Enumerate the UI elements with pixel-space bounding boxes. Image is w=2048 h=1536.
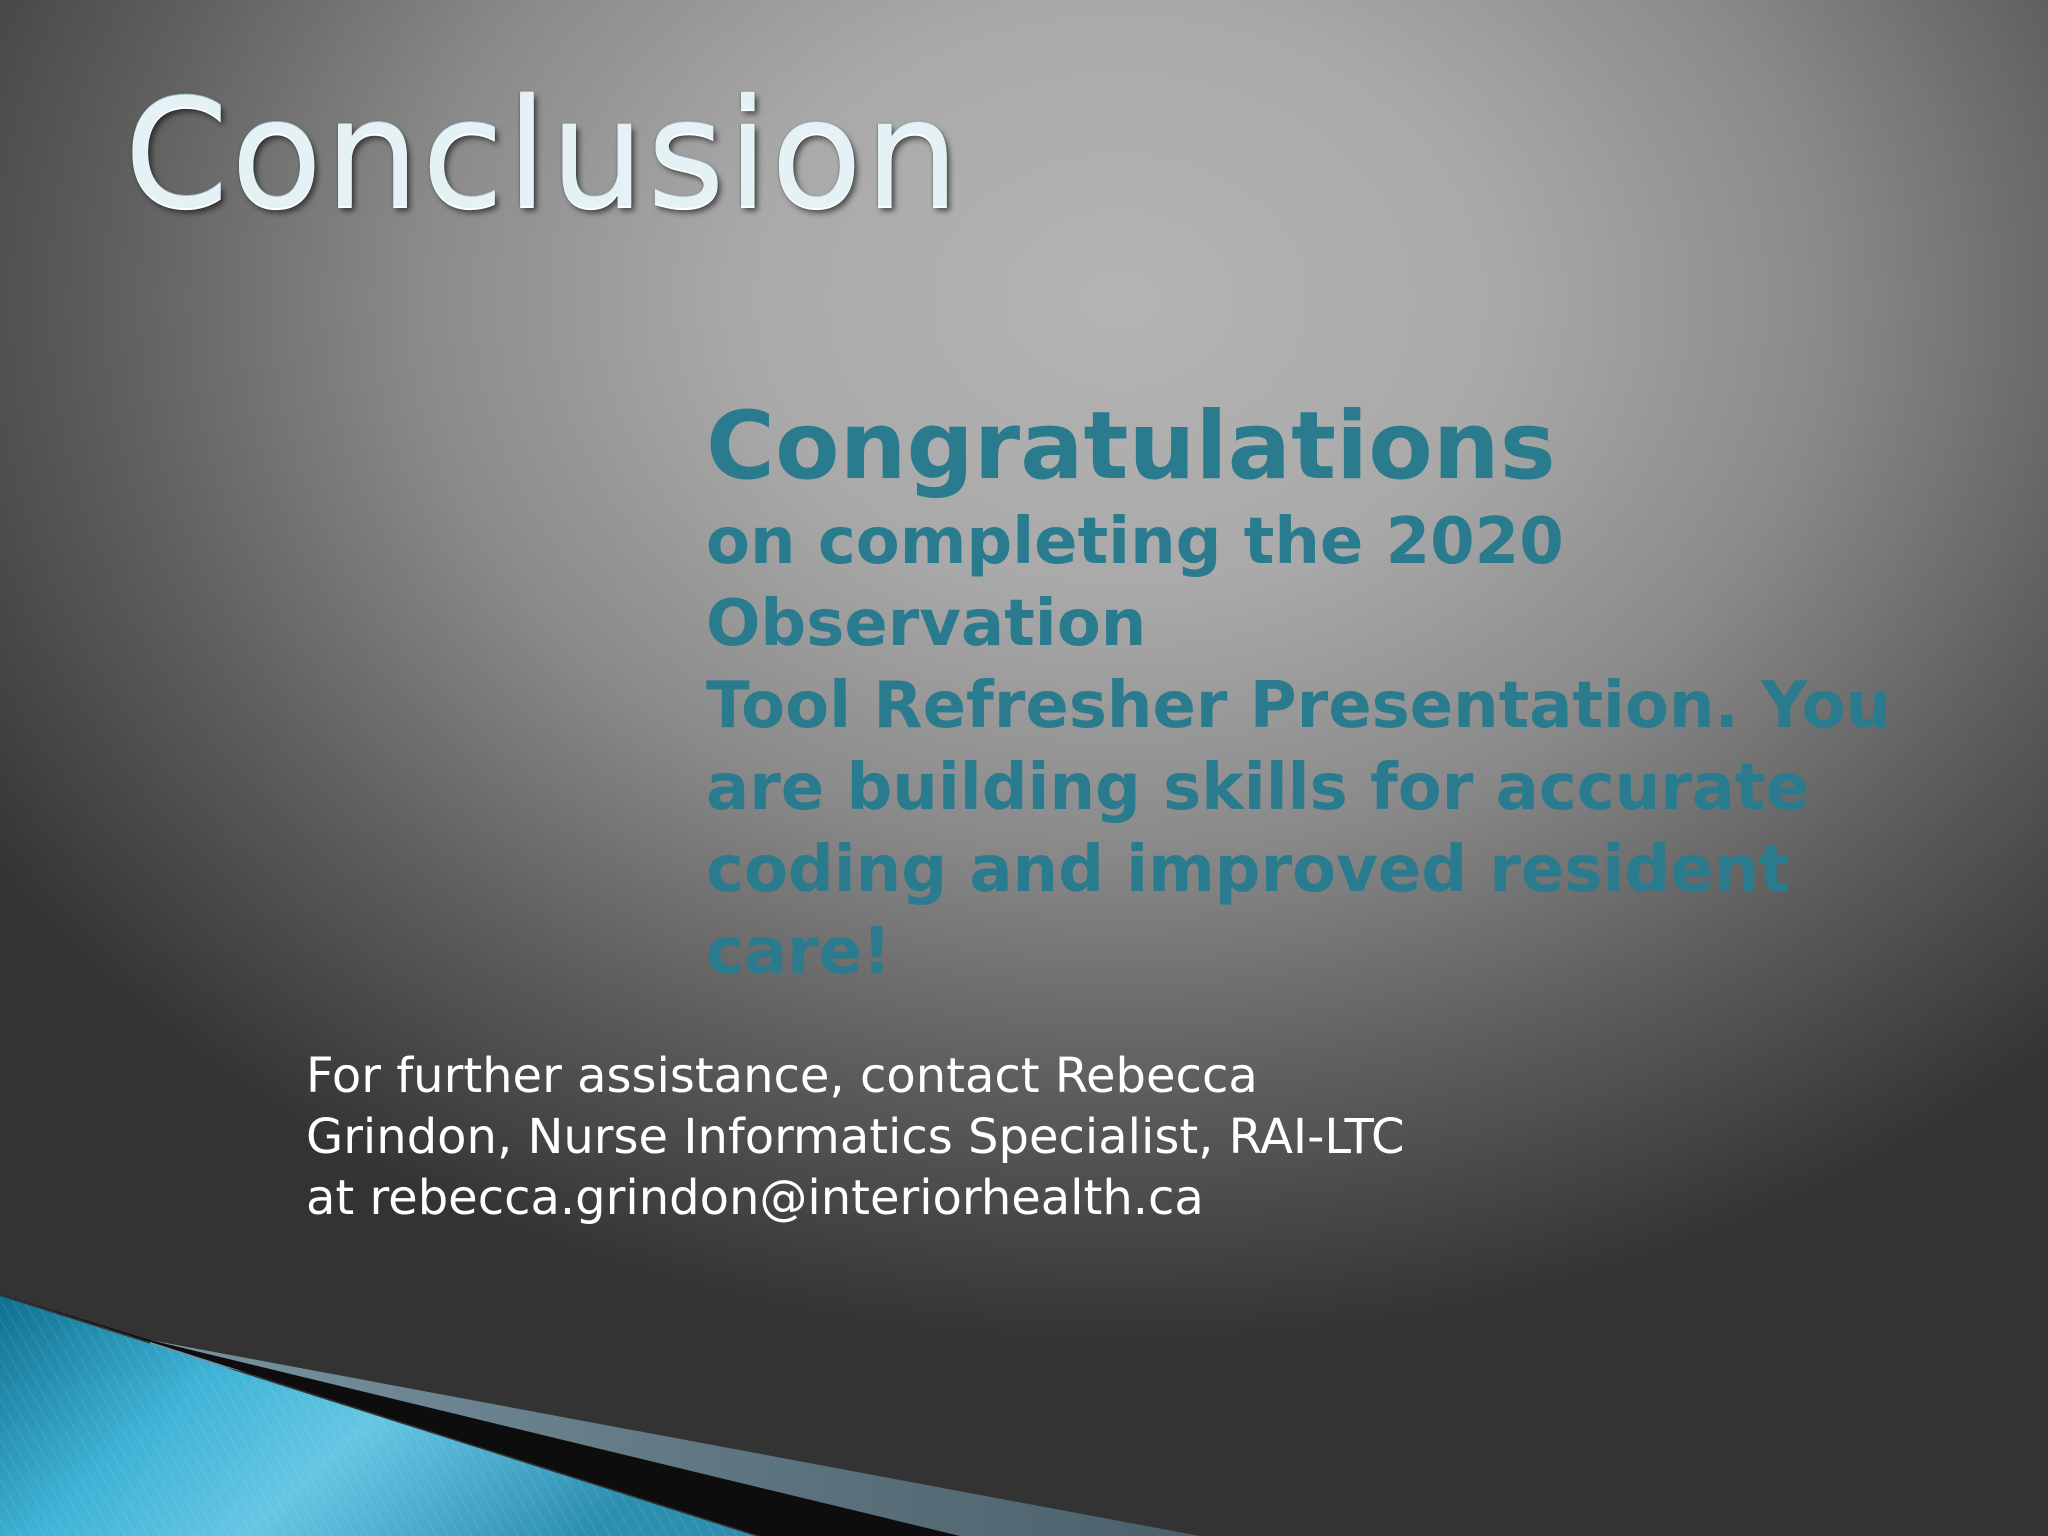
congratulations-message: on completing the 2020 Observation Tool Refresher Presentation. You are building skills for accurate coding and improved resident care! [706, 505, 1892, 990]
wave-blue-stripes [0, 1296, 755, 1536]
congratulations-heading: Congratulations [706, 392, 1556, 501]
contact-info: For further assistance, contact Rebecca Grindon, Nurse Informatics Specialist, RAI-LTC at rebecca.grindon@interiorhealth.ca [306, 1048, 1405, 1226]
wave-blue-band [0, 1296, 755, 1536]
wave-dark-band [0, 1294, 960, 1536]
wave-slate-band [150, 1340, 1200, 1536]
slide-title: Conclusion [124, 68, 962, 242]
congratulations-block [706, 393, 1966, 993]
